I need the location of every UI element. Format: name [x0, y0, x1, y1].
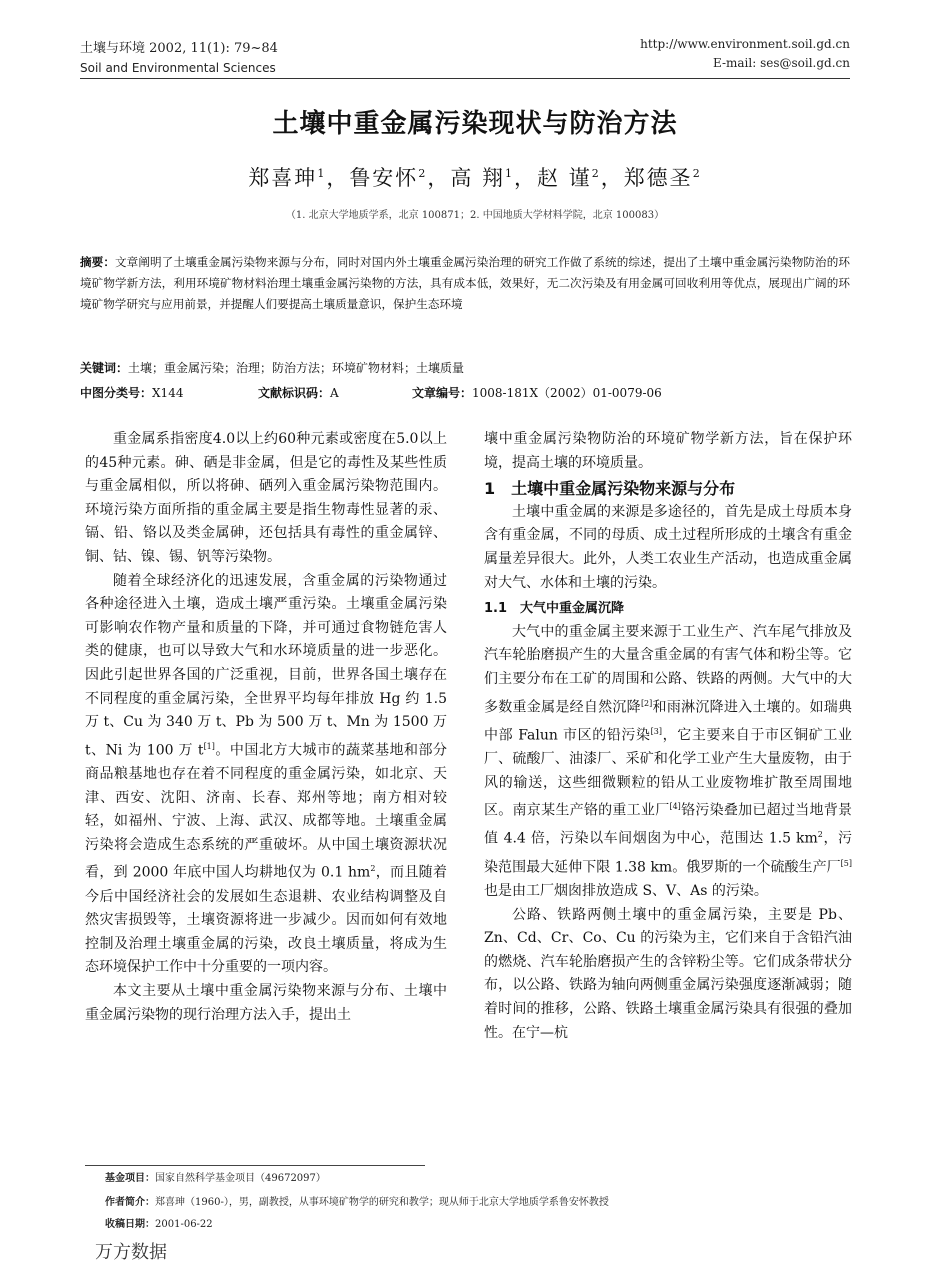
- body-text: 。中国北方大城市的蔬菜基地和部分商品粮基地也存在着不同程度的重金属污染，如北京、天津、西安、沈阳、济南、长春、郑州等地；南方相对较轻，如福州、宁波、上海、武汉、成都等地。土壤重金属污染将会造成生态系统的严重破坏。从中国土壤资源状况看，到 2000 年底中国人均耕地仅为 0.1 hm: [85, 742, 447, 881]
- footnote-received: [105, 1214, 850, 1236]
- author-affiliation: （1. 北京大学地质学系，北京 100871；2. 中国地质大学材料学院，北京 100083）: [285, 210, 665, 221]
- body-paragraph: 土壤中重金属的来源是多途径的，首先是成土母质本身含有重金属，不同的母质、成土过程所形成的土壤含有重金属量差异很大。此外，人类工农业生产活动，也造成重金属对大气、水体和土壤的污染。: [484, 503, 852, 591]
- journal-email[interactable]: E-mail: ses@soil.gd.cn: [712, 56, 850, 70]
- author-affil-mark: 2: [591, 167, 601, 180]
- author-bio-label: 作者简介：: [105, 1197, 155, 1208]
- body-text: 和雨淋沉降进入土壤的。如瑞典中部 Falun 市区的铅污染: [484, 699, 853, 744]
- article-number-label: 文章编号：: [412, 386, 473, 400]
- journal-url[interactable]: http://www.environment.soil.gd.cn: [640, 37, 850, 51]
- keywords: [80, 358, 850, 378]
- author-name: 鲁安怀: [349, 166, 419, 190]
- clc-number: [80, 384, 183, 401]
- author-name: 高 翔: [450, 166, 505, 190]
- body-text: 随着全球经济化的迅速发展，含重金属的污染物通过各种途径进入土壤，造成土壤严重污染。土壤重金属污染可影响农作物产量和质量的下降，并可通过食物链危害人类的健康，也可以导致大气和水环境质量的进一步恶化。因此引起世界各国的广泛重视，目前，世界各国土壤存在不同程度的重金属污染，全世界平均每年排放 Hg 约 1.5 万 t、Cu 为 340 万 t、Pb 为 500 万 t、Mn 为 1500 万 t、Ni 为 100 万 t: [85, 572, 447, 759]
- journal-english-name: Soil and Environmental Sciences: [80, 61, 276, 75]
- clc-label: 中图分类号：: [80, 386, 153, 400]
- received-date: 2001-06-22: [155, 1219, 213, 1230]
- author-affil-mark: 1: [317, 167, 327, 180]
- journal-citation: 土壤与环境 2002, 11(1): 79~84: [80, 41, 278, 56]
- author-bio-text: 郑喜珅（1960-），男，副教授，从事环境矿物学的研究和教学；现从师于北京大学地质学系鲁安怀教授: [155, 1197, 609, 1208]
- footnote-author: [105, 1192, 850, 1214]
- paper-title: 土壤中重金属污染现状与防治方法: [272, 109, 678, 139]
- body-text: 大气中的重金属主要来源于工业生产、汽车尾气排放及汽车轮胎磨损产生的大量含重金属的有害气体和粉尘等。它们主要分布在工矿的周围和公路、铁路的两侧。大气中的大多数重金属是经自然沉降: [484, 623, 852, 716]
- body-text: ，而且随着今后中国经济社会的发展如生态退耕、农业结构调整及自然灾害损毁等，土壤资源将进一步减少。因而如何有效地控制及治理土壤重金属的污染，改良土壤质量，将成为生态环境保护工作中十分重要的一项内容。: [85, 865, 447, 976]
- superscript-unit: 2: [817, 830, 823, 840]
- abstract-text: 文章阐明了土壤重金属污染物来源与分布，同时对国内外土壤重金属污染治理的研究工作做了系统的综述，提出了土壤中重金属污染物防治的环境矿物学新方法，利用环境矿物材料治理土壤重金属污染物的方法，具有成本低，效果好，无二次污染及有用金属可回收利用等优点，展现出广阔的环境矿物学研究与应用前景，并提醒人们要提高土壤质量意识，保护生态环境: [80, 255, 850, 311]
- author-name: 郑喜珅: [248, 166, 318, 190]
- author-list: 郑喜珅$^1$，鲁安怀$^2$，高 翔$^1$，赵 谨$^2$，郑德圣$^2$: [248, 166, 702, 190]
- citation-ref[interactable]: [2]: [640, 698, 653, 708]
- doc-code-label: 文献标识码：: [258, 386, 331, 400]
- author-affil-mark: 2: [418, 167, 428, 180]
- article-number-value: 1008-181X（2002）01-0079-06: [472, 386, 662, 400]
- clc-value: X144: [152, 386, 184, 400]
- body-paragraph: 壤中重金属污染物防治的环境矿物学新方法，旨在保护环境，提高土壤的环境质量。: [484, 431, 852, 471]
- body-paragraph: 本文主要从土壤中重金属污染物来源与分布、土壤中重金属污染物的现行治理方法入手，提出土: [85, 982, 447, 1023]
- keywords-text: 土壤；重金属污染；治理；防治方法；环境矿物材料；土壤质量: [128, 361, 465, 375]
- body-right-column: [484, 428, 852, 1045]
- wanfang-watermark: 万方数据: [95, 1242, 167, 1263]
- doc-code: [258, 384, 339, 401]
- body-paragraph: [85, 570, 447, 980]
- body-text: 也是由工厂烟囱排放造成 S、V、As 的污染。: [484, 882, 768, 899]
- citation-ref[interactable]: [1]: [203, 741, 215, 751]
- received-label: 收稿日期：: [105, 1219, 155, 1230]
- author-affil-mark: 1: [505, 167, 514, 180]
- subsection-heading: 1.1 大气中重金属沉降: [484, 601, 625, 617]
- body-paragraph: 公路、铁路两侧土壤中的重金属污染，主要是 Pb、Zn、Cd、Cr、Co、Cu 的污染为主，它们来自于含铅汽油的燃烧、汽车轮胎磨损产生的含锌粉尘等。它们成条带状分布，以公路、铁路为轴向两侧重金属污染强度逐渐减弱；随着时间的推移，公路、铁路土壤重金属污染具有很强的叠加性。在宁—杭: [484, 906, 852, 1041]
- article-number: [412, 384, 662, 401]
- body-left-column: [85, 428, 447, 1027]
- citation-ref[interactable]: [5]: [840, 858, 852, 868]
- section-heading: 1 土壤中重金属污染物来源与分布: [484, 479, 736, 499]
- author-affil-mark: 2: [692, 167, 702, 180]
- body-text: ，污染范围最大延伸下限 1.38 km。俄罗斯的一个硫酸生产厂: [484, 831, 853, 876]
- author-name: 赵 谨: [537, 166, 592, 190]
- citation-ref[interactable]: [4]: [669, 802, 681, 812]
- author-name: 郑德圣: [623, 166, 693, 190]
- footnote-fund: [105, 1168, 850, 1190]
- header-rule: [80, 78, 850, 79]
- abstract-label: 摘要：: [80, 255, 116, 269]
- doc-code-value: A: [330, 386, 339, 400]
- superscript-unit: 2: [370, 864, 376, 874]
- fund-label: 基金项目：: [105, 1173, 155, 1184]
- footnote-rule: [85, 1165, 425, 1166]
- body-text: ，它主要来自于市区铜矿工业厂、硫酸厂、油漆厂、采矿和化学工业产生大量废物，由于风的输送，这些细微颗粒的铅从工业废物堆扩散至周围地区。南京某生产铬的重工业厂: [484, 727, 852, 819]
- abstract: [80, 252, 850, 315]
- body-text: 铬污染叠加已超过当地背景值 4.4 倍，污染以车间烟囱为中心，范围达 1.5 km: [484, 802, 853, 848]
- body-paragraph: 重金属系指密度4.0以上约60种元素或密度在5.0以上的45种元素。砷、硒是非金属，但是它的毒性及某些性质与重金属相似，所以将砷、硒列入重金属污染物范围内。环境污染方面所指的重金属主要是指生物毒性显著的汞、镉、铅、铬以及类金属砷，还包括具有毒性的重金属锌、铜、钴、镍、锡、钒等污染物。: [85, 431, 447, 565]
- citation-ref[interactable]: [3]: [650, 726, 663, 736]
- keywords-label: 关键词：: [80, 361, 129, 375]
- fund-text: 国家自然科学基金项目（49672097）: [155, 1173, 326, 1184]
- body-paragraph: [484, 621, 852, 904]
